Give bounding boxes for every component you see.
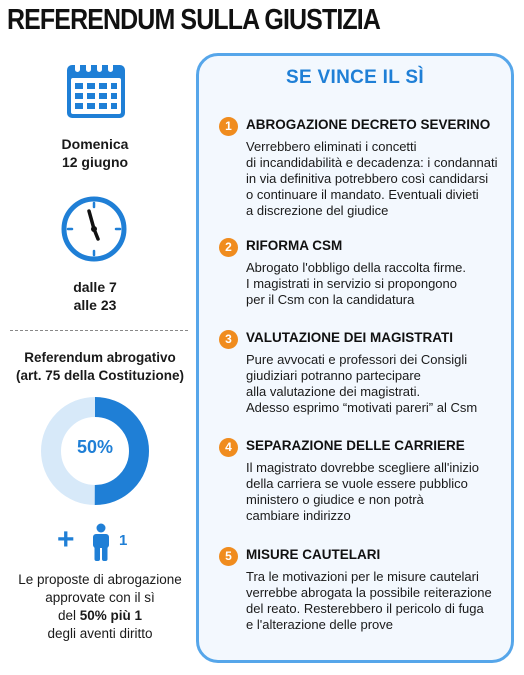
calendar-icon	[65, 58, 127, 120]
item-line: Verrebbero eliminati i concetti	[246, 139, 417, 154]
item-line: del reato. Resterebbero il pericolo di fuga	[246, 601, 484, 616]
item-line: della carriera se vuole essere pubblico	[246, 476, 468, 491]
panel-title: SE VINCE IL SÌ	[286, 67, 424, 88]
vote-date	[20, 135, 170, 171]
item-number: 1	[219, 117, 238, 136]
item-line: Tra le motivazioni per le misure cautelari	[246, 569, 479, 584]
item-title: VALUTAZIONE DEI MAGISTRATI	[246, 330, 453, 345]
cond-line-3-prefix: del	[57, 608, 80, 623]
item-line: in via definitiva potrebbero così candidarsi	[246, 171, 489, 186]
section-divider	[10, 330, 188, 331]
item-title: RIFORMA CSM	[246, 238, 343, 253]
vote-time	[20, 278, 170, 314]
item-text	[246, 569, 516, 633]
item-text	[246, 352, 516, 416]
item-title: SEPARAZIONE DELLE CARRIERE	[246, 438, 465, 453]
time-end: alle 23	[73, 297, 117, 313]
date-weekday: Domenica	[61, 136, 129, 152]
item-text	[246, 139, 516, 219]
outcome-panel	[196, 53, 514, 663]
referendum-type-line: Referendum abrogativo	[24, 350, 176, 365]
plus-icon: +	[57, 523, 75, 556]
referendum-article: (art. 75 della Costituzione)	[15, 368, 185, 383]
item-line: Abrogato l'obbligo della raccolta firme.	[246, 260, 466, 275]
person-icon	[90, 523, 112, 561]
item-line: cambiare indirizzo	[246, 508, 351, 523]
item-number: 4	[219, 438, 238, 457]
item-title: MISURE CAUTELARI	[246, 547, 381, 562]
item-line: Il magistrato dovrebbe scegliere all'inizio	[246, 460, 479, 475]
time-start: dalle 7	[73, 279, 117, 295]
item-number: 2	[219, 238, 238, 257]
referendum-type	[5, 349, 195, 385]
item-line: I magistrati in servizio si propongono	[246, 276, 457, 291]
cond-line-4: degli aventi diritto	[47, 626, 153, 641]
item-number: 5	[219, 547, 238, 566]
item-line: ministero o giudice e non potrà	[246, 492, 424, 507]
item-line: Pure avvocati e professori dei Consigli	[246, 352, 468, 367]
plus-one-number: 1	[119, 532, 128, 549]
item-line: o continuare il mandato. Eventuali divieti	[246, 187, 479, 202]
item-line: di incandidabilità e decadenza: i condannati	[246, 155, 498, 170]
item-line: a discrezione del giudice	[246, 203, 389, 218]
cond-line-3	[5, 607, 195, 625]
item-line: Adesso esprimo “motivati pareri” al Csm	[246, 400, 478, 415]
item-line: alla valutazione dei magistrati.	[246, 384, 421, 399]
item-line: e l'alterazione delle prove	[246, 617, 394, 632]
clock-icon	[60, 195, 128, 263]
item-text	[246, 260, 516, 308]
approval-condition	[5, 571, 195, 643]
cond-line-2: approvate con il sì	[45, 590, 155, 605]
item-text	[246, 460, 516, 524]
date-day: 12 giugno	[61, 154, 129, 170]
cond-line-1: Le proposte di abrogazione	[18, 572, 182, 587]
page-title: REFERENDUM SULLA GIUSTIZIA	[7, 4, 380, 36]
item-number: 3	[219, 330, 238, 349]
item-line: per il Csm con la candidatura	[246, 292, 415, 307]
item-title: ABROGAZIONE DECRETO SEVERINO	[246, 117, 491, 132]
quorum-percent: 50%	[76, 437, 114, 457]
item-line: giudiziari potranno partecipare	[246, 368, 421, 383]
cond-threshold: 50% più 1	[79, 608, 143, 623]
item-line: verrebbe abrogata la possibile reiterazione	[246, 585, 492, 600]
plus-one-row	[57, 523, 147, 563]
